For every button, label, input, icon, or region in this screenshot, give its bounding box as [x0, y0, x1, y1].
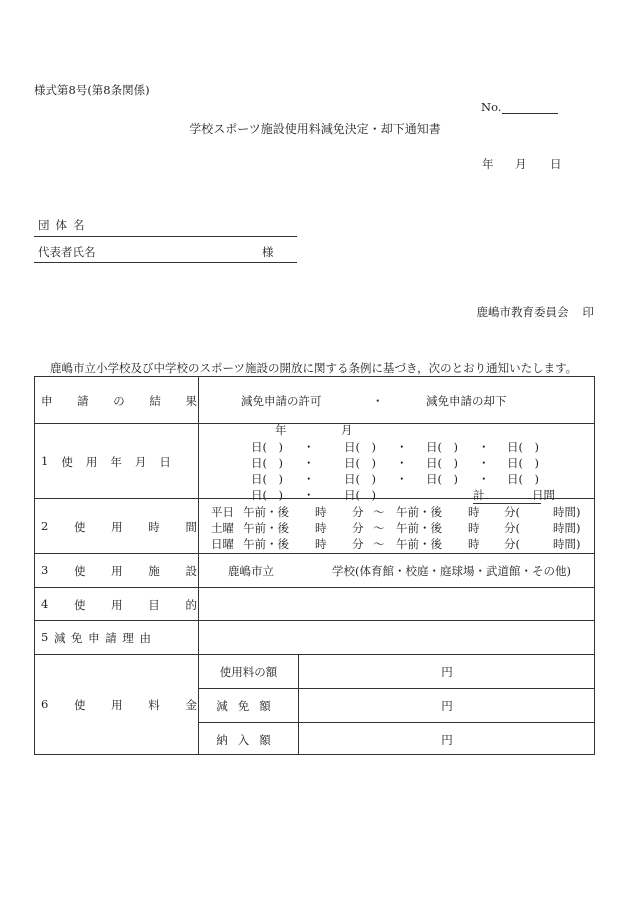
hours-unit: 時間)	[553, 521, 581, 535]
label-result	[41, 393, 197, 409]
range-tilde: ～	[373, 521, 385, 535]
hours-unit: 時間)	[553, 537, 581, 551]
label-char: 使	[73, 698, 86, 712]
label-char: 料	[148, 698, 160, 712]
label-char: 用	[85, 455, 98, 469]
date-separator: ・	[303, 456, 315, 470]
day-type-label: 日曜	[211, 537, 234, 551]
day-entry[interactable]: 日( )	[251, 440, 283, 454]
hour-label: 時	[315, 537, 327, 551]
label-char: 請	[105, 631, 117, 645]
facility-prefix: 鹿嶋市立	[228, 564, 274, 578]
approve-option[interactable]: 減免申請の許可	[241, 394, 322, 408]
label-char: 時	[148, 520, 160, 534]
date-separator: ・	[478, 472, 490, 486]
date-month: 月	[515, 157, 527, 171]
fee-amount-field[interactable]: 円	[441, 665, 453, 679]
label-char: 日	[159, 455, 171, 469]
details-table	[34, 376, 595, 755]
label-char: 用	[111, 598, 123, 612]
dates-year: 年	[275, 423, 287, 437]
fee-item-label: 納入額	[216, 733, 281, 747]
day-entry[interactable]: 日( )	[426, 456, 458, 470]
date-separator: ・	[396, 456, 408, 470]
label-char: 由	[139, 631, 151, 645]
label-char: 理	[122, 631, 134, 645]
date-separator: ・	[478, 440, 490, 454]
table-divider	[35, 587, 594, 588]
representative-field[interactable]	[34, 262, 297, 263]
day-entry[interactable]: 日( )	[251, 472, 283, 486]
ampm-option[interactable]: 午前・後	[243, 505, 289, 519]
day-type-label: 土曜	[211, 521, 234, 535]
hours-unit: 時間)	[553, 505, 581, 519]
day-entry[interactable]: 日( )	[507, 472, 539, 486]
label-char: 3	[41, 563, 49, 577]
ampm-option[interactable]: 午前・後	[396, 537, 442, 551]
minute-label: 分	[352, 537, 364, 551]
ampm-option[interactable]: 午前・後	[396, 505, 442, 519]
table-divider	[198, 722, 594, 723]
days-unit: 日間	[532, 488, 555, 502]
day-entry[interactable]: 日( )	[344, 440, 376, 454]
label-char: 使	[73, 598, 86, 612]
label-char: 4	[41, 597, 49, 611]
label-char: 2	[41, 519, 49, 533]
label-char: 目	[148, 598, 160, 612]
date-day: 日	[550, 157, 562, 171]
form-number: 様式第8号(第8条関係)	[34, 83, 150, 97]
date-separator: ・	[396, 472, 408, 486]
date-separator: ・	[303, 488, 315, 502]
label-char: 金	[185, 698, 197, 712]
minute-label: 分	[352, 521, 364, 535]
table-divider	[35, 423, 594, 424]
document-title: 学校スポーツ施設使用料減免決定・却下通知書	[189, 122, 441, 136]
day-entry[interactable]: 日( )	[426, 440, 458, 454]
label-char: 用	[111, 698, 123, 712]
label-char: 用	[111, 520, 123, 534]
label-char: 申	[41, 394, 53, 408]
label-char: 果	[185, 394, 197, 408]
label-char: 申	[88, 631, 100, 645]
table-divider	[198, 688, 594, 689]
intro-text: 鹿嶋市立小学校及び中学校のスポーツ施設の開放に関する条例に基づき，次のとおり通知いたします。	[50, 361, 578, 375]
ampm-option[interactable]: 午前・後	[243, 537, 289, 551]
label-facility	[41, 563, 197, 579]
hour-label: 時	[468, 537, 480, 551]
label-dates	[41, 454, 197, 470]
hour-label: 時	[315, 505, 327, 519]
document-number-field[interactable]	[502, 113, 558, 114]
reject-option[interactable]: 減免申請の却下	[426, 394, 507, 408]
hour-label: 時	[315, 521, 327, 535]
label-char: 的	[185, 598, 197, 612]
fee-amount-field[interactable]: 円	[441, 699, 453, 713]
honorific: 様	[262, 245, 274, 259]
dates-month: 月	[341, 423, 353, 437]
label-char: の	[113, 394, 125, 408]
label-char: 年	[110, 455, 122, 469]
label-char: 使	[73, 564, 86, 578]
minute-label: 分(	[504, 505, 520, 519]
label-char: 月	[134, 455, 147, 469]
facility-options[interactable]: 学校(体育館・校庭・庭球場・武道館・その他)	[332, 564, 571, 578]
label-char: 結	[149, 394, 161, 408]
label-char: 間	[185, 520, 197, 534]
date-separator: ・	[303, 440, 315, 454]
range-tilde: ～	[373, 505, 385, 519]
representative-label: 代表者氏名	[38, 245, 96, 259]
label-char: 減	[53, 631, 66, 645]
label-char: 1	[41, 454, 49, 468]
day-entry[interactable]: 日( )	[251, 488, 283, 502]
day-entry[interactable]: 日( )	[344, 456, 376, 470]
issuer-name: 鹿嶋市教育委員会	[476, 305, 569, 319]
day-entry[interactable]: 日( )	[507, 440, 539, 454]
day-entry[interactable]: 日( )	[344, 472, 376, 486]
label-reason	[41, 630, 151, 646]
date-separator: ・	[396, 440, 408, 454]
table-divider	[35, 654, 594, 655]
fee-item-label: 減免額	[216, 699, 281, 713]
label-char: 6	[41, 697, 49, 711]
day-entry[interactable]: 日( )	[507, 456, 539, 470]
label-purpose	[41, 597, 197, 613]
seal-mark: 印	[582, 305, 594, 319]
range-tilde: ～	[373, 537, 385, 551]
option-separator: ・	[372, 394, 384, 408]
label-char: 5	[41, 630, 49, 644]
label-char: 請	[77, 394, 89, 408]
organization-field[interactable]	[34, 236, 297, 237]
table-divider	[35, 553, 594, 554]
label-char: 設	[185, 564, 197, 578]
minute-label: 分(	[504, 537, 520, 551]
label-char: 使	[61, 455, 73, 469]
organization-label: 団体名	[38, 218, 91, 232]
label-char: 用	[111, 564, 123, 578]
total-label: 計	[473, 487, 541, 504]
date-year: 年	[482, 157, 494, 171]
day-entry[interactable]: 日( )	[251, 456, 283, 470]
minute-label: 分	[352, 505, 364, 519]
date-separator: ・	[478, 456, 490, 470]
label-fee	[41, 697, 197, 713]
hour-label: 時	[468, 521, 480, 535]
fee-item-label: 使用料の額	[219, 665, 278, 679]
label-char: 施	[148, 564, 160, 578]
document-number-label: No.	[481, 100, 502, 114]
fee-amount-field[interactable]: 円	[441, 733, 453, 747]
table-divider	[35, 620, 594, 621]
minute-label: 分(	[504, 521, 520, 535]
date-separator: ・	[303, 472, 315, 486]
ampm-option[interactable]: 午前・後	[396, 521, 442, 535]
day-type-label: 平日	[211, 505, 234, 519]
day-entry[interactable]: 日( )	[344, 488, 376, 502]
label-char: 免	[71, 631, 83, 645]
ampm-option[interactable]: 午前・後	[243, 521, 289, 535]
label-char: 使	[73, 520, 86, 534]
label-time	[41, 519, 197, 535]
day-entry[interactable]: 日( )	[426, 472, 458, 486]
hour-label: 時	[468, 505, 480, 519]
issuer	[477, 304, 595, 320]
